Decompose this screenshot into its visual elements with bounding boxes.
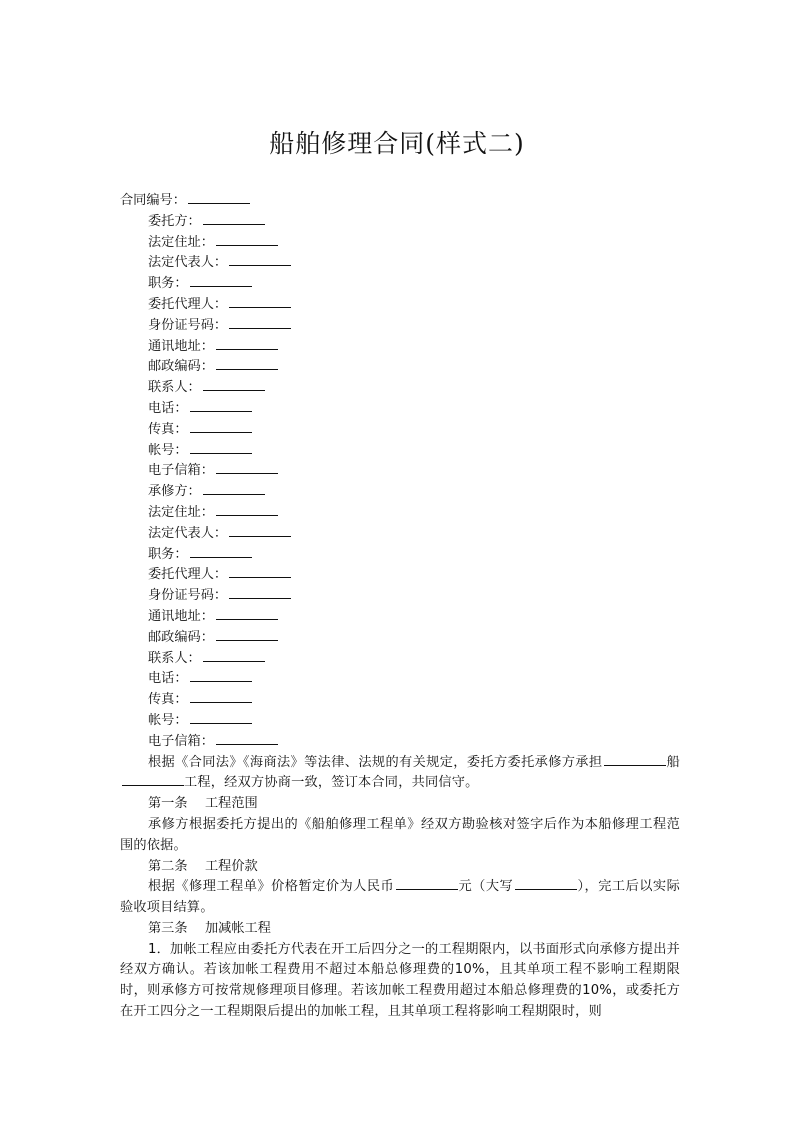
client-field-label: 联系人： <box>148 380 201 396</box>
contractor-field-row <box>120 482 680 503</box>
client-field-label: 委托代理人： <box>148 296 228 312</box>
client-field-label: 法定住址： <box>148 234 214 250</box>
client-field-label: 身份证号码： <box>148 317 228 333</box>
contract-number-line <box>120 191 680 212</box>
contractor-field-label: 法定代表人： <box>148 525 228 541</box>
client-field-label: 电话： <box>148 400 188 416</box>
contractor-field-label: 电话： <box>148 671 188 687</box>
client-field-label: 委托方： <box>148 213 201 229</box>
ship-name-blank[interactable] <box>604 753 666 766</box>
contractor-field-blank[interactable] <box>216 628 278 641</box>
article-2-text-2: 元（大写 <box>458 879 514 895</box>
contractor-field-label: 联系人： <box>148 650 201 666</box>
contractor-field-row <box>120 565 680 586</box>
price-blank[interactable] <box>396 877 458 890</box>
client-field-blank[interactable] <box>203 212 265 225</box>
client-field-label: 职务： <box>148 276 188 292</box>
article-2-text <box>120 877 680 919</box>
client-field-blank[interactable] <box>216 357 278 370</box>
client-field-blank[interactable] <box>190 399 252 412</box>
contractor-field-label: 身份证号码： <box>148 588 228 604</box>
contractor-field-label: 电子信箱： <box>148 733 214 749</box>
preamble-text-3: 工程，经双方协商一致，签订本合同，共同信守。 <box>184 775 479 791</box>
client-field-row <box>120 337 680 358</box>
client-field-blank[interactable] <box>229 295 291 308</box>
client-field-blank[interactable] <box>190 441 252 454</box>
document-body <box>120 191 680 1023</box>
contractor-field-label: 通讯地址： <box>148 608 214 624</box>
article-2-text-1: 根据《修理工程单》价格暂定价为人民币 <box>148 879 395 895</box>
client-field-blank[interactable] <box>216 337 278 350</box>
contractor-field-blank[interactable] <box>203 482 265 495</box>
preamble-text-2: 船 <box>666 754 680 770</box>
client-field-row <box>120 378 680 399</box>
contractor-field-blank[interactable] <box>190 669 252 682</box>
contractor-field-label: 承修方： <box>148 484 201 500</box>
client-field-blank[interactable] <box>190 274 252 287</box>
contractor-field-label: 邮政编码： <box>148 629 214 645</box>
document-title: 船舶修理合同(样式二) <box>269 129 525 158</box>
contractor-field-blank[interactable] <box>190 545 252 558</box>
contractor-field-row <box>120 711 680 732</box>
contractor-field-row <box>120 524 680 545</box>
contractor-field-row <box>120 503 680 524</box>
client-field-blank[interactable] <box>216 461 278 474</box>
client-field-row <box>120 461 680 482</box>
contract-number-label: 合同编号： <box>120 193 186 208</box>
contractor-field-row <box>120 690 680 711</box>
contractor-field-label: 传真： <box>148 692 188 708</box>
client-field-row <box>120 212 680 233</box>
contractor-field-row <box>120 628 680 649</box>
preamble-paragraph <box>120 753 680 795</box>
client-field-label: 邮政编码： <box>148 359 214 375</box>
client-field-blank[interactable] <box>229 316 291 329</box>
client-field-row <box>120 253 680 274</box>
article-2-text-3: ），完工后以实际验收项目结算。 <box>120 879 680 916</box>
contractor-field-blank[interactable] <box>229 586 291 599</box>
contractor-field-label: 法定住址： <box>148 504 214 520</box>
contractor-fields <box>120 482 680 752</box>
contractor-field-blank[interactable] <box>190 690 252 703</box>
contractor-field-blank[interactable] <box>216 503 278 516</box>
contractor-field-row <box>120 732 680 753</box>
contractor-field-row <box>120 669 680 690</box>
client-field-row <box>120 274 680 295</box>
project-blank[interactable] <box>122 773 184 786</box>
contractor-field-blank[interactable] <box>229 565 291 578</box>
client-field-blank[interactable] <box>216 233 278 246</box>
article-1-heading: 第一条 工程范围 <box>148 796 258 812</box>
contractor-field-blank[interactable] <box>190 711 252 724</box>
contractor-field-label: 委托代理人： <box>148 567 228 583</box>
client-fields <box>120 212 680 482</box>
contractor-field-row <box>120 649 680 670</box>
client-field-label: 传真： <box>148 421 188 437</box>
client-field-blank[interactable] <box>229 253 291 266</box>
client-field-label: 法定代表人： <box>148 255 228 271</box>
client-field-row <box>120 233 680 254</box>
contractor-field-blank[interactable] <box>203 649 265 662</box>
contract-number-blank[interactable] <box>188 191 250 204</box>
contractor-field-label: 职务： <box>148 546 188 562</box>
contractor-field-row <box>120 607 680 628</box>
price-uppercase-blank[interactable] <box>515 877 577 890</box>
contractor-field-blank[interactable] <box>229 524 291 537</box>
client-field-label: 帐号： <box>148 442 188 458</box>
client-field-label: 通讯地址： <box>148 338 214 354</box>
client-field-row <box>120 295 680 316</box>
contractor-field-blank[interactable] <box>216 732 278 745</box>
client-field-blank[interactable] <box>190 420 252 433</box>
client-field-row <box>120 399 680 420</box>
article-2-heading: 第二条 工程价款 <box>148 858 258 874</box>
article-3-heading: 第三条 加减帐工程 <box>148 920 271 936</box>
article-1-text: 承修方根据委托方提出的《船舶修理工程单》经双方勘验核对签字后作为本船修理工程范围的依据。 <box>120 816 680 853</box>
client-field-row <box>120 357 680 378</box>
client-field-row <box>120 420 680 441</box>
contractor-field-row <box>120 545 680 566</box>
contractor-field-row <box>120 586 680 607</box>
preamble-text-1: 根据《合同法》《海商法》等法律、法规的有关规定，委托方委托承修方承担 <box>148 754 603 770</box>
client-field-row <box>120 441 680 462</box>
client-field-row <box>120 316 680 337</box>
article-3-text: 1．加帐工程应由委托方代表在开工后四分之一的工程期限内，以书面形式向承修方提出并经双方确认。若该加帐工程费用不超过本船总修理费的10%，且其单项工程不影响工程期限时，则承修方可按常规修理项目修理。若该加帐工程费用超过本船总修理费的10%，或委托方在开工四分之一工程期限后提出的加帐工程，且其单项工程将影响工程期限时，则 <box>120 941 680 1020</box>
contractor-field-blank[interactable] <box>216 607 278 620</box>
contractor-field-label: 帐号： <box>148 712 188 728</box>
client-field-label: 电子信箱： <box>148 463 214 479</box>
client-field-blank[interactable] <box>203 378 265 391</box>
